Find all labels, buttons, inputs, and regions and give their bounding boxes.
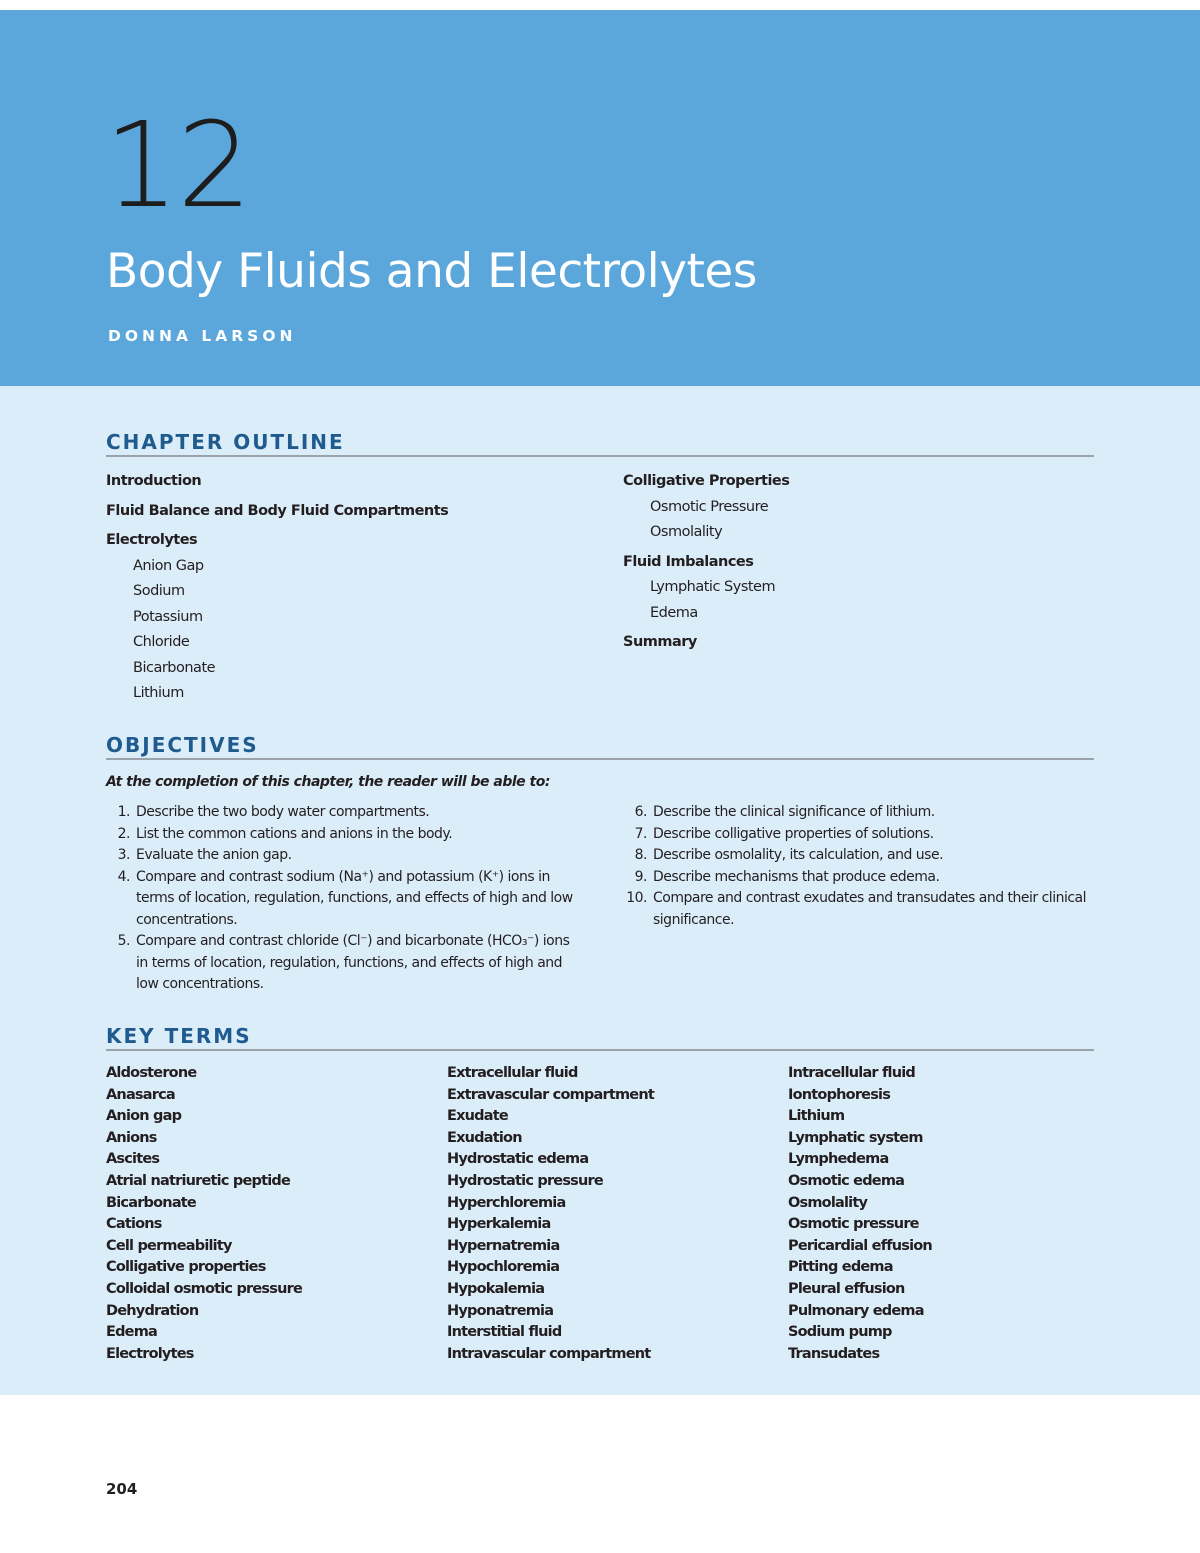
key-term: Anasarca [106,1086,175,1103]
outline-item: Colligative Properties [623,473,790,489]
objectives-intro: At the completion of this chapter, the reader will be able to: [106,774,550,790]
key-term: Dehydration [106,1302,199,1319]
key-term: Transudates [788,1345,880,1362]
objectives-heading: OBJECTIVES [106,733,1094,760]
key-term: Intracellular fluid [788,1065,915,1081]
key-term: Atrial natriuretic peptide [106,1172,290,1189]
outline-item: Electrolytes [106,532,198,548]
objective-item [623,867,1093,889]
key-term: Lithium [788,1108,845,1125]
objective-item [623,845,1093,867]
key-term: Electrolytes [106,1345,194,1362]
key-term: Hypochloremia [447,1259,560,1276]
objective-text: Describe the two body water compartments. [136,804,430,820]
key-terms-heading: KEY TERMS [106,1024,1094,1051]
key-term: Sodium pump [788,1324,892,1341]
key-term: Hydrostatic edema [447,1151,589,1168]
objective-item [106,845,576,867]
objective-item [106,824,576,846]
outline-item: Introduction [106,473,202,489]
key-term: Hyperchloremia [447,1194,566,1211]
objective-number: 4. [117,868,130,885]
key-term: Hypernatremia [447,1237,560,1254]
key-term: Anions [106,1129,157,1146]
objective-text: Describe osmolality, its calculation, and use. [653,847,944,863]
outline-item: Edema [650,604,698,621]
objective-item [623,888,1093,931]
outline-item: Sodium [133,583,185,599]
objective-text: Describe colligative properties of solutions. [653,825,934,842]
objective-text: Describe the clinical significance of lithium. [653,804,935,820]
key-term: Osmolality [788,1194,868,1211]
key-term: Pericardial effusion [788,1237,932,1254]
key-term: Hyponatremia [447,1302,554,1319]
key-term: Iontophoresis [788,1086,891,1103]
outline-item: Osmolality [650,524,723,540]
key-term: Extracellular fluid [447,1065,578,1081]
chapter-header [0,10,1200,386]
key-term: Cations [106,1216,162,1233]
objective-number: 6. [634,804,647,820]
objective-item [106,931,576,996]
objective-number: 10. [626,890,647,906]
objective-text: Compare and contrast exudates and transudates and their clinical significance. [653,890,1087,928]
key-term: Interstitial fluid [447,1324,562,1341]
author-name: DONNA LARSON [108,327,297,345]
outline-item: Lithium [133,685,184,701]
objective-text: Describe mechanisms that produce edema. [653,868,940,885]
key-term: Intravascular compartment [447,1345,651,1362]
objective-number: 8. [634,847,647,863]
objective-text: List the common cations and anions in the body. [136,825,453,842]
key-term: Hyperkalemia [447,1216,551,1233]
outline-item: Lymphatic System [650,579,776,595]
outline-item: Summary [623,634,697,650]
key-term: Ascites [106,1151,160,1168]
objective-number: 9. [634,868,647,885]
objective-number: 7. [634,825,647,842]
key-term: Lymphatic system [788,1129,923,1146]
objective-item [623,824,1093,846]
objective-text: Evaluate the anion gap. [136,847,292,863]
objective-text: Compare and contrast chloride (Cl⁻) and bicarbonate (HCO₃⁻) ions in terms of location, regulation, functions, and effects of high and low concentrations. [136,933,570,992]
objective-text: Compare and contrast sodium (Na⁺) and potassium (K⁺) ions in terms of location, regulation, functions, and effects of high and low concentrations. [136,868,573,928]
objective-item [106,802,576,824]
objective-number: 5. [117,933,130,949]
objective-number: 2. [117,825,130,842]
key-terms-column-2 [447,1063,767,1365]
key-term: Pitting edema [788,1259,893,1276]
key-term: Hydrostatic pressure [447,1172,603,1189]
page-number: 204 [106,1480,138,1498]
outline-item: Bicarbonate [133,659,216,676]
objective-number: 3. [117,847,130,863]
outline-item: Fluid Balance and Body Fluid Compartments [106,502,449,519]
outline-heading: CHAPTER OUTLINE [106,430,1094,457]
chapter-title: Body Fluids and Electrolytes [106,244,757,299]
outline-item: Osmotic Pressure [650,498,769,515]
outline-left-column [106,469,586,707]
key-term: Osmotic edema [788,1172,905,1189]
objective-item [106,867,576,932]
key-term: Colloidal osmotic pressure [106,1280,302,1297]
key-terms-column-1 [106,1063,426,1365]
key-term: Extravascular compartment [447,1086,654,1103]
key-term: Pleural effusion [788,1280,905,1297]
key-term: Bicarbonate [106,1194,196,1211]
outline-item: Fluid Imbalances [623,553,754,570]
key-term: Colligative properties [106,1259,266,1276]
objective-number: 1. [117,804,130,820]
key-term: Osmotic pressure [788,1216,919,1233]
key-term: Exudation [447,1129,522,1146]
key-term: Aldosterone [106,1065,197,1081]
objectives-right-column [623,802,1093,931]
objective-item [623,802,1093,824]
key-term: Exudate [447,1108,508,1125]
outline-item: Anion Gap [133,557,204,574]
key-terms-column-3 [788,1063,1088,1365]
key-term: Cell permeability [106,1237,232,1254]
outline-item: Chloride [133,634,190,650]
outline-item: Potassium [133,608,203,625]
outline-right-column [623,469,1093,656]
key-term: Pulmonary edema [788,1302,924,1319]
key-term: Hypokalemia [447,1280,545,1297]
key-term: Edema [106,1324,158,1341]
chapter-number: 12 [104,96,251,234]
key-term: Anion gap [106,1108,182,1125]
key-term: Lymphedema [788,1151,889,1168]
objectives-left-column [106,802,576,996]
